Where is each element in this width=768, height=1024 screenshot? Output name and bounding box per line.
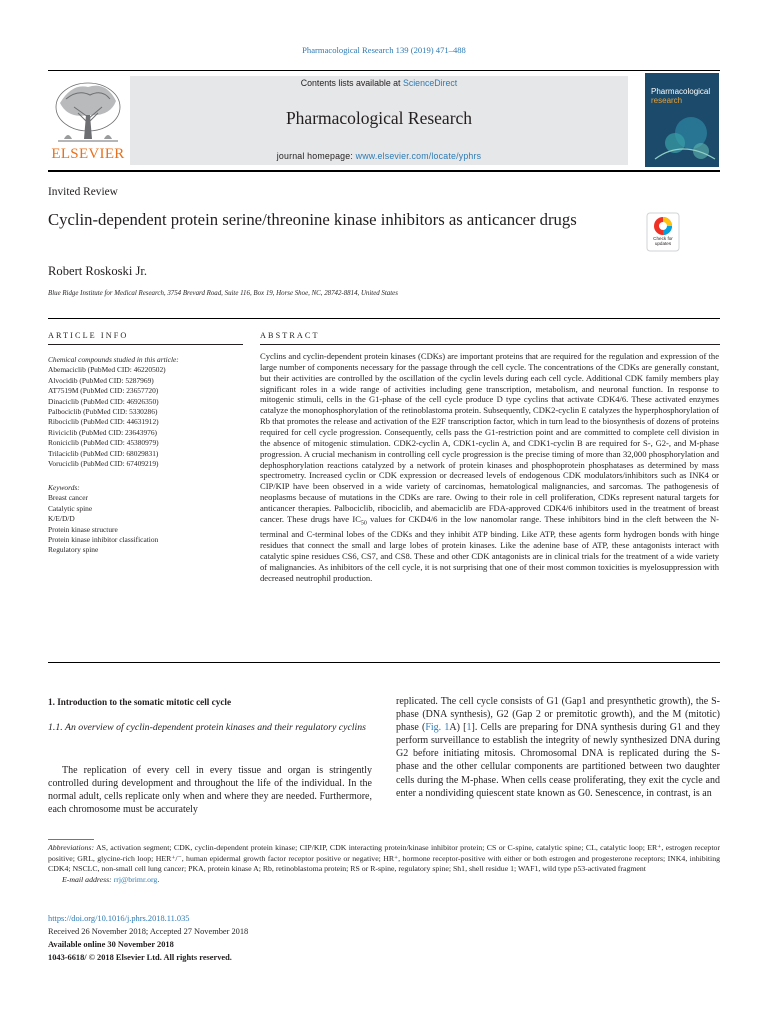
- compound-item: Palbociclib (PubMed CID: 5330286): [48, 407, 158, 417]
- homepage-prefix: journal homepage:: [276, 151, 356, 161]
- author-name: Robert Roskoski Jr.: [48, 264, 148, 278]
- keyword-item: K/E/D/D: [48, 514, 75, 524]
- abstract-text: [260, 351, 719, 584]
- cover-subtitle: research: [651, 96, 683, 105]
- article-title: Cyclin-dependent protein serine/threonine kinase inhibitors as anticancer drugs: [48, 210, 577, 229]
- keywords-section: [48, 483, 243, 556]
- available-online-date: Available online 30 November 2018: [48, 940, 174, 949]
- sciencedirect-link[interactable]: ScienceDirect: [402, 78, 458, 88]
- journal-name: Pharmacological Research: [285, 108, 473, 128]
- intro-right-paragraph: [396, 695, 720, 800]
- contents-prefix: Contents lists available at: [300, 78, 403, 88]
- journal-cover-thumbnail[interactable]: [645, 73, 719, 167]
- compounds-label: Chemical compounds studied in this article:: [48, 355, 179, 364]
- compounds-section: [48, 355, 243, 469]
- keyword-item: Catalytic spine: [48, 503, 93, 513]
- footnote-rule: [48, 839, 94, 840]
- abbreviations-text: AS, activation segment; CDK, cyclin-dependent protein kinase; CIP/KIP, CDK interacting protein/kinase inhibitor protein; CS or C-spine, catalytic spine; CL, catalytic loop; ER⁺, estrogen receptor positive; GRL, glycine-rich loop; HER⁺/⁻, human epidermal growth factor receptor positive or negative; HR⁺, hormone receptor-positive with either or both estrogen and progesterone receptors; INK4, inhibiting CDK4; NSCLC, non-small cell lung cancer; PKA, protein kinase A; Rb, retinoblastoma protein; RS or R-spine, regulatory spine; Sh1, shell residue 1; WAF1, wild type p53-activated fragment: [48, 843, 720, 874]
- abbreviations-footnote: [48, 843, 720, 886]
- section-1-heading: 1. Introduction to the somatic mitotic cell cycle: [48, 697, 232, 707]
- contents-line: [130, 78, 628, 88]
- intro-right-part-2: A) [: [449, 722, 467, 734]
- masthead-bottom-rule: [48, 170, 720, 172]
- author-email-link[interactable]: rrj@brimr.org: [113, 875, 158, 885]
- journal-citation[interactable]: Pharmacological Research 139 (2019) 471–488: [302, 45, 466, 55]
- compound-item: Trilaciclib (PubMed CID: 68029831): [48, 448, 159, 458]
- abstract-part-1: Cyclins and cyclin-dependent protein kinases (CDKs) are important proteins that are required for the regulation and expression of the large number of components necessary for the passage through the cell cycle. The concentrations of the CDKs are generally constant, but their activities are controlled by the oscillation of the cyclin levels during each cell cycle. Additional CDK family members play significant roles in a wide range of activities including gene transcription, metabolism, and neuronal function. In response to mitogenic stimuli, cells in the G1-phase of the cell cycle produce D type cyclins that activate CDK4/6. These activated enzymes catalyze the monophosphorylation of the retinoblastoma protein. Subsequently, CDK2-cyclin E catalyzes the hyperphosphorylation of Rb that promotes the release and activation of the E2F transcription factor, which in turn lead to the biosynthesis of dozens of proteins required for cell cycle progression. Consequently, cells pass the G1-restriction point and are committed to complete cell division in the absence of mitogenic stimulation. CDK2-cyclin A, CDK1-cyclin A, and CDK1-cyclin B are required for S-, G2-, and M-phase progression. A crucial mechanism in controlling cell cycle progression is the precise timing of more than 32,000 phosphorylation and dephosphorylation reactions catalyzed by a network of protein kinases and phosphoprotein phosphatases as determined by mass spectrometry. Increased cyclin or CDK expression or decreased levels of endogenous CDK modulators/inhibitors such as INK4 or CIP/KIP have been observed in a wide variety of carcinomas, hematological malignancies, and sarcomas. The pathogenesis of neoplasms because of mutations in the CDKs are rare. Owing to their role in cell proliferation, CDKs represent natural targets for anticancer therapies. Palbociclib, ribociclib, and abemaciclib are FDA-approved CDK4/6 inhibitors used in the treatment of breast cancer. These drugs have IC: [260, 351, 719, 524]
- intro-left-paragraph: The replication of every cell in every tissue and organ is stringently controlled during development and throughout the life of the individual. In the normal adult, cells replicate only when and where they are needed. Furthermore, each chromosome must be accurately: [48, 765, 372, 816]
- compound-item: Riviciclib (PubMed CID: 23643976): [48, 427, 158, 437]
- doi-link[interactable]: https://doi.org/10.1016/j.phrs.2018.11.035: [48, 914, 190, 923]
- abstract-bottom-rule: [48, 662, 720, 663]
- author-affiliation: Blue Ridge Institute for Medical Research, 3754 Brevard Road, Suite 116, Box 19, Horse Shoe, NC, 28742-8814, United States: [48, 290, 398, 297]
- section-1-1-heading: 1.1. An overview of cyclin-dependent protein kinases and their regulatory cyclins: [48, 722, 366, 733]
- check-for-updates-label: Check for updates: [653, 236, 673, 246]
- abstract-heading: ABSTRACT: [260, 331, 320, 340]
- figure-1-link[interactable]: Fig. 1: [425, 722, 450, 734]
- compound-item: Dinaciclib (PubMed CID: 46926350): [48, 396, 159, 406]
- intro-right-part-3: ]. Cells are preparing for DNA synthesis during G1 and they perform surveillance to establish the integrity of newly synthesized DNA during G2 before initiating mitosis. Chromosomal DNA is replicated during the S-phase and the other cellular components are partitioned between two daughter cells during the M-phase. When cells cease proliferating, they exit the cycle and enter a nondividing quiescent state known as G0. Senescence, in contrast, is an: [396, 722, 721, 799]
- ic50-subscript: 50: [360, 520, 367, 527]
- elsevier-wordmark: ELSEVIER: [51, 146, 125, 162]
- received-dates: Received 26 November 2018; Accepted 27 November 2018: [48, 927, 249, 936]
- abbreviations-label: Abbreviations:: [48, 843, 95, 852]
- compound-item: Roniciclib (PubMed CID: 45380979): [48, 438, 159, 448]
- keyword-item: Protein kinase inhibitor classification: [48, 535, 159, 545]
- compound-item: Voruciclib (PubMed CID: 67409219): [48, 459, 159, 469]
- keyword-item: Protein kinase structure: [48, 524, 118, 534]
- reference-1-link[interactable]: 1: [466, 722, 472, 734]
- abstract-rule: [260, 344, 720, 345]
- compound-item: Alvocidib (PubMed CID: 5287969): [48, 375, 154, 385]
- cover-title-line: Pharmacological: [651, 87, 711, 96]
- email-label: E-mail address:: [62, 875, 114, 885]
- info-top-rule: [48, 318, 720, 319]
- abstract-part-2: values for CKD4/6 in the low nanomolar range. These inhibitors bind in the cleft between the N-terminal and C-terminal lobes of the CDKs and they inhibit ATP binding. Like ATP, these agents form hydrogen bonds with hinge residues that connect the small and large lobes of protein kinases. Like the adenine base of ATP, these antagonists interact with catalytic spine residues CS6, CS7, and CS8. These and other CDK antagonists are in clinical trials for the treatment of a wide variety of malignancies. As inhibitors of the cell cycle, it is not surprising that one of their most common toxicities is myelosuppression with decreased neutrophil production.: [260, 513, 719, 583]
- top-rule: [48, 70, 720, 71]
- article-type: Invited Review: [48, 186, 118, 198]
- compound-item: Abemaciclib (PubMed CID: 46220502): [48, 365, 166, 375]
- compound-item: Ribociclib (PubMed CID: 44631912): [48, 417, 159, 427]
- homepage-line: [130, 151, 628, 161]
- journal-homepage-link[interactable]: www.elsevier.com/locate/yphrs: [355, 151, 482, 161]
- keyword-item: Breast cancer: [48, 493, 89, 503]
- keywords-label: Keywords:: [48, 483, 80, 492]
- email-period: .: [157, 875, 160, 885]
- keyword-item: Regulatory spine: [48, 545, 99, 555]
- intro-right-part-1: replicated. The cell cycle consists of G1 (Gap1 and presynthetic growth), the S-phase (DNA synthesis), G2 (Gap 2 or premitotic growth), and the M (mitotic) phase (: [396, 696, 720, 734]
- cover-title: [651, 87, 717, 105]
- copyright-line: 1043-6618/ © 2018 Elsevier Ltd. All rights reserved.: [48, 953, 232, 962]
- check-for-updates-icon[interactable]: [646, 212, 680, 252]
- article-info-heading: ARTICLE INFO: [48, 331, 129, 340]
- article-info-rule: [48, 344, 243, 345]
- compound-item: AT7519M (PubMed CID: 23657720): [48, 386, 159, 396]
